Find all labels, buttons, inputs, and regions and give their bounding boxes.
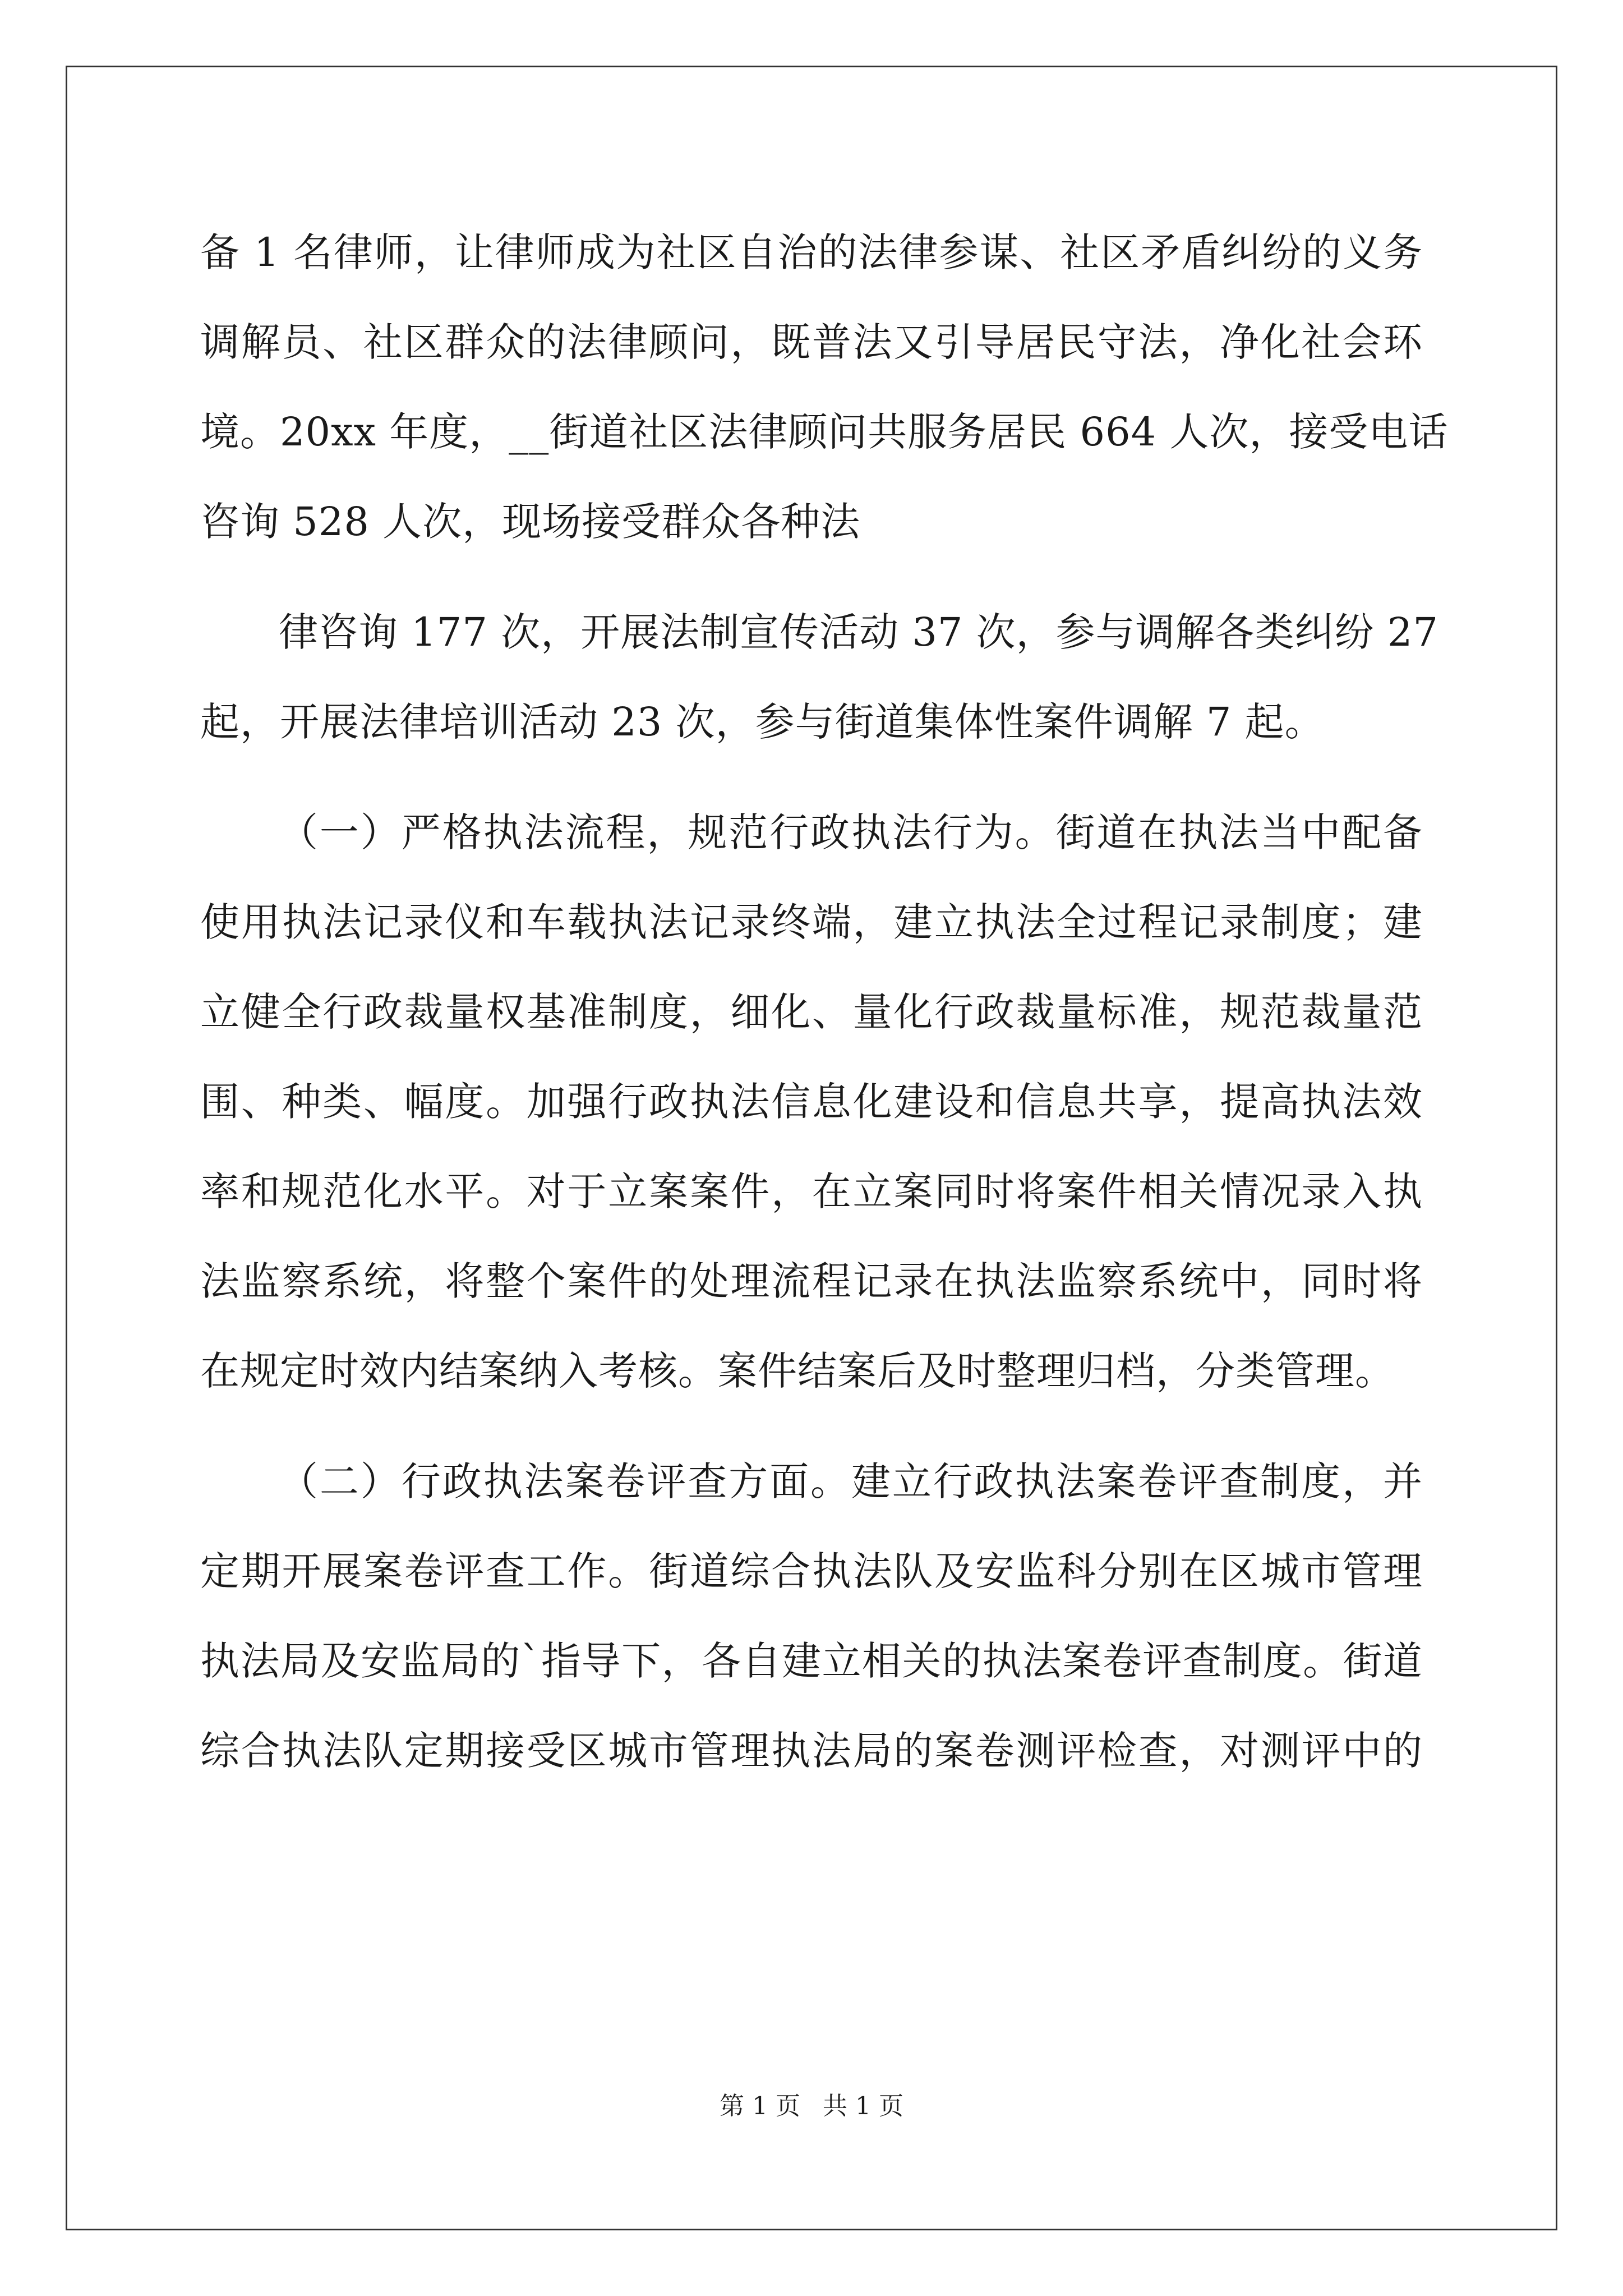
text-line: 综合执法队定期接受区城市管理执法局的案卷测评检查，对测评中的 xyxy=(200,1728,1423,1774)
page-footer xyxy=(0,2090,1623,2123)
text-line: （一）严格执法流程，规范行政执法行为。街道在执法当中配备 xyxy=(279,809,1423,855)
text-line: 率和规范化水平。对于立案案件，在立案同时将案件相关情况录入执 xyxy=(200,1168,1423,1214)
text-line: （二）行政执法案卷评查方面。建立行政执法案卷评查制度，并 xyxy=(279,1458,1423,1504)
text-line: 使用执法记录仪和车载执法记录终端，建立执法全过程记录制度；建 xyxy=(200,899,1423,945)
text-line: 律咨询 177 次，开展法制宣传活动 37 次，参与调解各类纠纷 27 xyxy=(279,609,1439,655)
page-number: 第 1 页 xyxy=(720,2092,800,2120)
text-line: 起，开展法律培训活动 23 次，参与街道集体性案件调解 7 起。 xyxy=(200,699,1325,745)
text-line: 立健全行政裁量权基准制度，细化、量化行政裁量标准，规范裁量范 xyxy=(200,989,1423,1035)
text-line: 备 1 名律师，让律师成为社区自治的法律参谋、社区矛盾纠纷的义务 xyxy=(200,229,1423,275)
text-line: 境。20xx 年度，__街道社区法律顾问共服务居民 664 人次，接受电话 xyxy=(200,409,1449,455)
text-line: 法监察系统，将整个案件的处理流程记录在执法监察系统中，同时将 xyxy=(200,1258,1423,1304)
text-line: 调解员、社区群众的法律顾问，既普法又引导居民守法，净化社会环 xyxy=(200,319,1423,365)
page-total: 共 1 页 xyxy=(823,2092,903,2120)
text-line: 咨询 528 人次，现场接受群众各种法 xyxy=(200,499,861,545)
text-line: 围、种类、幅度。加强行政执法信息化建设和信息共享，提高执法效 xyxy=(200,1079,1423,1125)
document-body xyxy=(200,208,1449,1796)
text-line: 定期开展案卷评查工作。街道综合执法队及安监科分别在区城市管理 xyxy=(200,1548,1423,1594)
text-line: 执法局及安监局的`指导下，各自建立相关的执法案卷评查制度。街道 xyxy=(200,1638,1423,1684)
text-line: 在规定时效内结案纳入考核。案件结案后及时整理归档，分类管理。 xyxy=(200,1348,1395,1394)
